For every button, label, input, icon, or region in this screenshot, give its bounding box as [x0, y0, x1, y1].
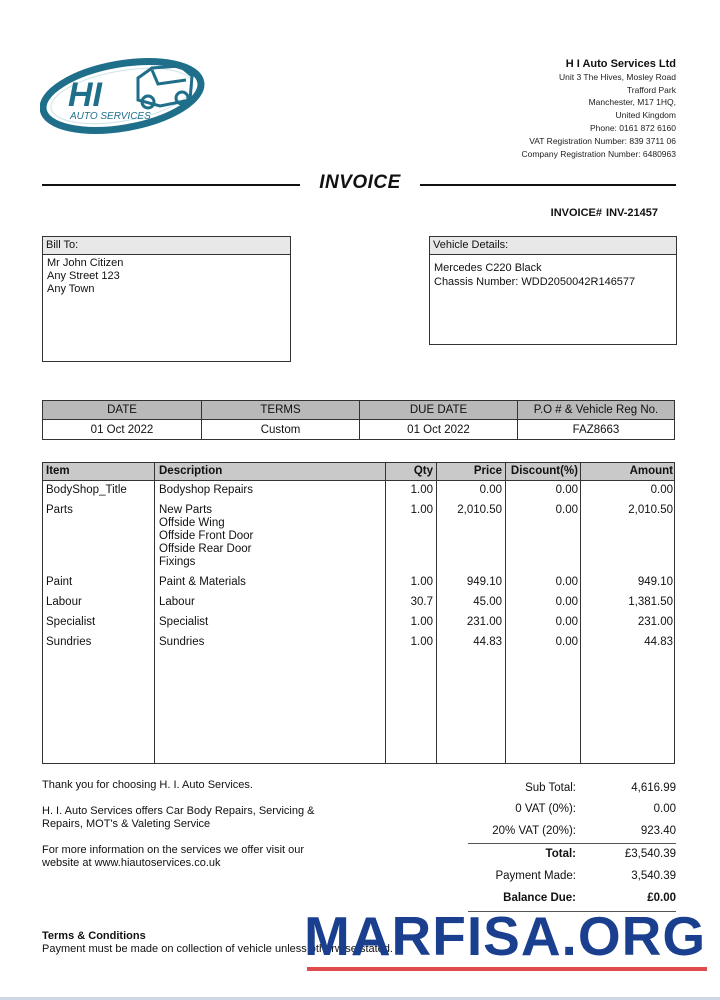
terms-value: Custom [202, 420, 360, 440]
company-address-line: Trafford Park [626, 84, 676, 95]
vat20-label: 20% VAT (20%): [492, 825, 576, 837]
watermark: MARFISA.ORG [304, 905, 707, 967]
amount-cell: 949.10 [637, 576, 673, 588]
website-note [42, 844, 304, 870]
description-line: New Parts [159, 504, 213, 516]
price-cell: 45.00 [473, 596, 502, 608]
invoice-info-table [42, 400, 675, 440]
bill-to-box [42, 236, 291, 362]
description-cell [159, 504, 253, 569]
total-label: Total: [545, 848, 576, 860]
qty-cell: 1.00 [410, 484, 433, 496]
sub-total-value: 4,616.99 [631, 782, 676, 794]
po-reg-header: P.O # & Vehicle Reg No. [518, 401, 675, 420]
vehicle-model: Mercedes C220 Black [434, 262, 542, 274]
qty-cell: 1.00 [410, 576, 433, 588]
description-cell: Bodyshop Repairs [159, 484, 253, 496]
sub-total-label: Sub Total: [525, 782, 576, 794]
invoice-title: INVOICE [319, 172, 401, 193]
discount-cell: 0.00 [555, 504, 578, 516]
description-line: Offside Wing [159, 517, 225, 529]
discount-cell: 0.00 [555, 484, 578, 496]
description-line: Offside Rear Door [159, 543, 252, 555]
vat0-value: 0.00 [653, 803, 676, 815]
balance-due-label: Balance Due: [503, 892, 576, 904]
discount-cell: 0.00 [555, 596, 578, 608]
due-date-value: 01 Oct 2022 [360, 420, 518, 440]
qty-header: Qty [413, 465, 433, 477]
payment-made-label: Payment Made: [495, 870, 576, 882]
date-header: DATE [43, 401, 202, 420]
title-rule-left [42, 184, 300, 186]
amount-cell: 1,381.50 [628, 596, 673, 608]
company-vat: VAT Registration Number: 839 3711 06 [529, 135, 676, 146]
vat20-value: 923.40 [640, 825, 676, 837]
qty-cell: 1.00 [410, 504, 433, 516]
vehicle-details-box [429, 236, 677, 345]
company-address-line: United Kingdom [615, 110, 676, 121]
date-value: 01 Oct 2022 [43, 420, 202, 440]
price-header: Price [473, 465, 502, 477]
item-header: Item [46, 465, 70, 477]
company-name: H I Auto Services Ltd [565, 58, 676, 70]
payment-made-value: 3,540.39 [631, 870, 676, 882]
thank-you-note: Thank you for choosing H. I. Auto Services. [42, 779, 253, 791]
discount-header: Discount(%) [510, 465, 578, 477]
company-address-line: Manchester, M17 1HQ, [588, 97, 676, 108]
description-header: Description [159, 465, 223, 477]
watermark-underline [307, 967, 707, 971]
discount-cell: 0.00 [555, 576, 578, 588]
website-note-line: website at www.hiautoservices.co.uk [42, 857, 221, 869]
line-items-table [42, 462, 675, 764]
price-cell: 44.83 [473, 636, 502, 648]
invoice-number [547, 207, 658, 219]
amount-cell: 231.00 [637, 616, 673, 628]
item-cell: Sundries [46, 636, 92, 648]
company-phone: Phone: 0161 872 6160 [589, 122, 676, 133]
vehicle-chassis: Chassis Number: WDD2050042R146577 [434, 276, 636, 288]
description-line: Offside Front Door [159, 530, 254, 542]
invoice-number-value: INV-21457 [606, 207, 658, 219]
item-cell: Labour [46, 596, 82, 608]
balance-due-value: £0.00 [647, 892, 676, 904]
title-rule-right [420, 184, 676, 186]
qty-cell: 1.00 [410, 616, 433, 628]
price-cell: 949.10 [466, 576, 502, 588]
company-logo [40, 56, 210, 136]
item-cell: BodyShop_Title [46, 484, 127, 496]
description-cell: Specialist [159, 616, 209, 628]
totals-divider [468, 843, 676, 844]
bill-to-label: Bill To: [43, 237, 290, 255]
bill-to-line: Any Town [47, 283, 95, 295]
invoice-number-label: INVOICE# [550, 207, 603, 219]
amount-header: Amount [629, 465, 673, 477]
terms-text: Payment must be made on collection of vehicle unless otherwise stated. [42, 943, 393, 955]
item-cell: Specialist [46, 616, 96, 628]
description-cell: Paint & Materials [159, 576, 246, 588]
website-note-line: For more information on the services we offer visit our [42, 844, 305, 856]
vehicle-details-label: Vehicle Details: [430, 237, 676, 255]
total-value: £3,540.39 [624, 848, 676, 860]
terms-header: TERMS [202, 401, 360, 420]
amount-cell: 2,010.50 [628, 504, 673, 516]
company-reg: Company Registration Number: 6480963 [521, 148, 676, 159]
bill-to-line: Mr John Citizen [47, 257, 124, 269]
price-cell: 231.00 [466, 616, 502, 628]
qty-cell: 1.00 [410, 636, 433, 648]
services-note-line: H. I. Auto Services offers Car Body Repairs, Servicing & [42, 805, 315, 817]
vat0-label: 0 VAT (0%): [515, 803, 576, 815]
item-cell: Paint [46, 576, 73, 588]
po-reg-value: FAZ8663 [518, 420, 675, 440]
description-cell: Labour [159, 596, 195, 608]
terms-title: Terms & Conditions [42, 930, 146, 942]
description-cell: Sundries [159, 636, 205, 648]
company-address-line: Unit 3 The Hives, Mosley Road [558, 71, 676, 82]
logo-text: HI [68, 76, 102, 114]
price-cell: 0.00 [479, 484, 502, 496]
price-cell: 2,010.50 [457, 504, 502, 516]
amount-cell: 44.83 [644, 636, 673, 648]
logo-subtext: AUTO SERVICES [70, 111, 151, 122]
amount-cell: 0.00 [650, 484, 673, 496]
company-details [521, 58, 676, 160]
discount-cell: 0.00 [555, 636, 578, 648]
description-line: Fixings [159, 556, 196, 568]
services-note [42, 805, 314, 831]
bill-to-line: Any Street 123 [47, 270, 120, 282]
due-date-header: DUE DATE [360, 401, 518, 420]
item-cell: Parts [46, 504, 73, 516]
discount-cell: 0.00 [555, 616, 578, 628]
qty-cell: 30.7 [410, 596, 433, 608]
services-note-line: Repairs, MOT's & Valeting Service [42, 818, 211, 830]
